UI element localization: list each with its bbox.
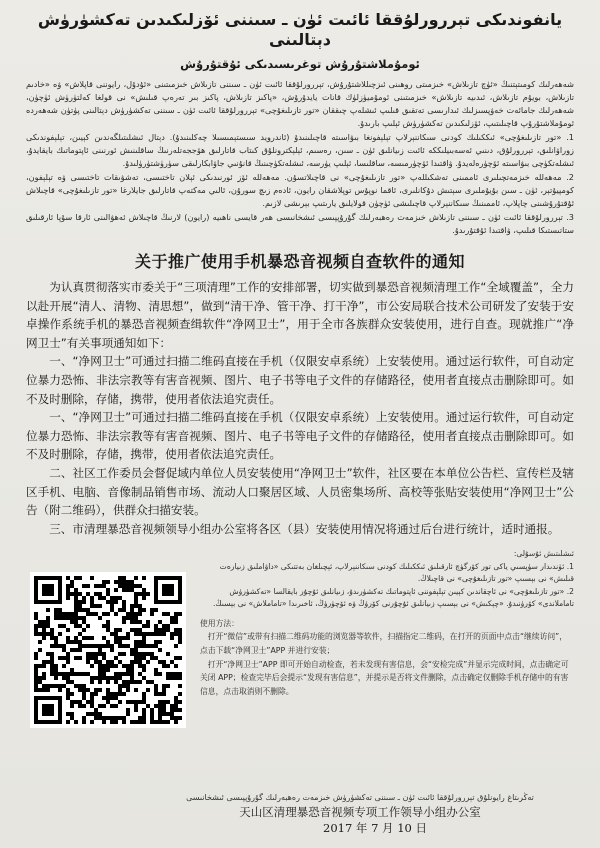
chinese-body (26, 278, 574, 538)
usage-line: 打开“微信”或带有扫描二维码功能的浏览器等软件，扫描指定二维码，在打开的页面中点击“继续访问”，点击下载“净网卫士”APP 并进行安装； (200, 632, 568, 655)
chinese-paragraph: 为认真贯彻落实市委关于“三项清理”工作的安排部署，切实做到暴恐音视频清理工作“全域覆盖”，全力以赴开展“清人、清物、清思想”，做到“清干净、管干净、打干净”，市公安局联合技术公司研发了安装于安卓操作系统手机的暴恐音视频查缉软件“净网卫士”，用于全市各族群众安装使用，进行自查。现就推广“净网卫士”有关事项通知如下： (26, 280, 574, 350)
qr-code-graphic (34, 576, 182, 724)
usage-heading: 使用方法： (200, 618, 239, 628)
uyghur-footer-org: تەڭرىتاغ رايونلۇق تېررورلۇققا ئائىت ئۈن ـ سىننى تەكشۈرۈش خىزمەت رەھبەرلىك گۇرۇپپىسى ئىشخانىسى (186, 793, 534, 802)
uyghur-usage-line: 1. ئۈندىدار سۈپسىي ياكى تور كۆرگۈچ ئارقىلىق ئىككىلىك كودنى سىكاننېرلاپ، ئېچىلغان بەتتىكى «داۋاملىق زىيارەت قىلىش» نى بېسىپ «تور تازىلىغۇچى» نى قاچىلاڭ. (219, 561, 574, 584)
qr-code-icon[interactable] (30, 572, 186, 728)
footer (0, 792, 600, 836)
bottom-section (26, 548, 574, 728)
uyghur-body (26, 78, 574, 237)
uyghur-title: يانفوندىكى تېررورلۇققا ئائىت ئۈن ـ سىننى ئۆزلىكىدىن تەكشۈرۈش دېتالىنى (37, 10, 563, 49)
uyghur-subtitle: ئومۇملاشتۇرۇش توغرىسىدىكى ئۇقتۇرۇش (180, 57, 420, 71)
uyghur-paragraph: 2. مەھەللە خىزمەتچىلىرى ئاممىنى تەشكىللەپ «تور تازىلىغۇچى» نى قاچىلاتسۇن. مەھەللە ئۆز ئورنىدىكى ئېلان تاختىسى، تەشۋىقات تاختىسى ۋە تېلېفون، كومپيۇتېر، ئۈن ـ سىن بۇيۇملىرى سېتىش دۇكانلىرى، ئاقما نوپۇس توپلاشقان رايون، ئادەم زىچ سورۇن، ئالىي مەكتەپ قاتارلىق جايلارغا «تور تازىلىغۇچى» قاچىلاش ئۇقتۇرۇشىنى چاپلاپ، ئاممىنىڭ سىكاننېرلاپ قاچىلىشى ئۈچۈن قولايلىق يارىتىپ بېرىشى لازىم. (26, 172, 574, 208)
chinese-paragraph: 三、市清理暴恐音视频领导小组办公室将各区（县）安装使用情况将通过后台进行统计，适时通报。 (49, 521, 560, 536)
usage-line: 打开“净网卫士”APP 即可开始自动检查，若未发现有害信息，会“安检完成”并显示完成时间，点击确定可关闭 APP；检查完毕后会提示“发现有害信息”，并提示是否将文件删除，点击确定仅删除手机存储中的有害信息，点击取消则不删除。 (200, 659, 569, 696)
instructions-column (200, 548, 574, 728)
usage-instructions (200, 617, 574, 699)
uyghur-usage-heading: ئىشلىتىش ئۇسۇلى: (513, 549, 574, 559)
uyghur-paragraph: شەھەرلىك كومىتېتنىڭ «ئۈچ تازىلاش» خىزمىتى روھىنى ئىزچىللاشتۇرۇش، تېررورلۇققا ئائىت ئۈن ـ سىننى تازىلاش خىزمىتىنى «ئۇدۇل، رايوننى قاپلاش» ۋە «خادىم تازىلاش، بويۇم تازىلاش، ئىدىيە تازىلاش» خىزمىتىنى ئومۇميۈزلۈك قانات يايدۇرۇش، «پاكىز تازىلاش، پاكىز بىر تەرەپ قىلىش» نى قولغا كەلتۈرۈش ئۈچۈن، شەھەرلىك جامائەت خەۋپسىزلىك ئىدارىسى تەتقىق قىلىپ ئىشلەپ چىققان «تور تازىلىغۇچى» تېررورلۇققا ئائىت ئۈن ـ سىننى تەكشۈرۈش دېتالىنى پۈتۈن شەھەردە ئومۇملاشتۇرۇپ قاچىلىتىپ، ئۆزلىكىدىن تەكشۈرۈش ئېلىپ بارىدۇ. (26, 79, 574, 128)
chinese-paragraph: 一、“净网卫士”可通过扫描二维码直接在手机（仅限安卓系统）上安装使用。通过运行软件，可自动定位暴力恐怖、非法宗教等有害音视频、图片、电子书等电子文件的存储路径，使用者直接点击删除即可。如不及时删除，存储，携带，使用者依法追究责任。 (26, 410, 574, 462)
uyghur-usage (200, 548, 574, 611)
uyghur-paragraph: 3. تېررورلۇققا ئائىت ئۈن ـ سىننى تازىلاش خىزمەت رەھبەرلىك گۇرۇپپىسى ئىشخانىسى ھەر قايسى ناھىيە (رايون) لارنىڭ قاچىلاش ئەھۋالىنى ئارقا سۇپا ئارقىلىق ستاتىستىكا قىلىپ، ۋاقتىدا ئۇقتۇرىدۇ. (26, 212, 574, 235)
chinese-paragraph: 一、“净网卫士”可通过扫描二维码直接在手机（仅限安卓系统）上安装使用。通过运行软件，可自动定位暴力恐怖、非法宗教等有害音视频、图片、电子书等电子文件的存储路径，使用者直接点击删除即可。如不及时删除，存储，携带，使用者依法追究责任。 (26, 354, 574, 406)
issuing-office: 天山区清理暴恐音视频专项工作领导小组办公室 (239, 805, 481, 819)
chinese-paragraph: 二、社区工作委员会督促域内单位人员安装使用“净网卫士”软件，社区要在本单位公告栏、宣传栏及辖区手机、电脑、音像制品销售市场、流动人口聚居区域、人员密集场所、高校等张贴安装使用“净网卫士”公告（附二维码），供群众扫描安装。 (26, 465, 574, 518)
uyghur-usage-line: 2. «تور تازىلىغۇچى» نى ئاچقاندىن كېيىن تېلېفوننى ئاپتوماتىك تەكشۈرىدۇ، زىيانلىق ئۇچۇر بايقالسا «تەكشۈرۈش تاماملاندى» كۆرۈنىدۇ. «چېكىش» نى بېسىپ زىيانلىق ئۇچۇرنى كۆرۈڭ ۋە ئۆچۈرۈڭ، ئاخىرىدا «تاماملاش» نى بېسىڭ. (212, 586, 574, 609)
chinese-title: 关于推广使用手机暴恐音视频自查软件的通知 (134, 252, 465, 271)
uyghur-paragraph: 1. «تور تازىلىغۇچى» ئىككىلىك كودنى سىكاننېرلاپ تېلېفونغا بىۋاسىتە قاچىلىنىدۇ (ئاندرويد سىستېمىسىلا چەكلىنىدۇ). دېتال ئىشلىتىلگەندىن كېيىن، تېلېفوندىكى زوراۋانلىق، تېررورلۇق، دىنىي ئەسەبىيلىككە ئائىت زىيانلىق ئۈن ـ سىن، رەسىم، ئېلېكترونلۇق كىتاب قاتارلىق ھۆججەتلەرنىڭ ساقلىنىش ئورنىنى ئاپتوماتىك بايقايدۇ، ئىشلەتكۈچى بىۋاسىتە ئۆچۈرەلەيدۇ. ۋاقتىدا ئۆچۈرمىسە، ساقلىسا، ئېلىپ يۈرسە، ئىشلەتكۈچىنىڭ قانۇنىي جاۋابكارلىقى سۈرۈشتۈرۈلىدۇ. (26, 132, 574, 168)
issue-date: 2017 年 7 月 10 日 (323, 821, 427, 835)
